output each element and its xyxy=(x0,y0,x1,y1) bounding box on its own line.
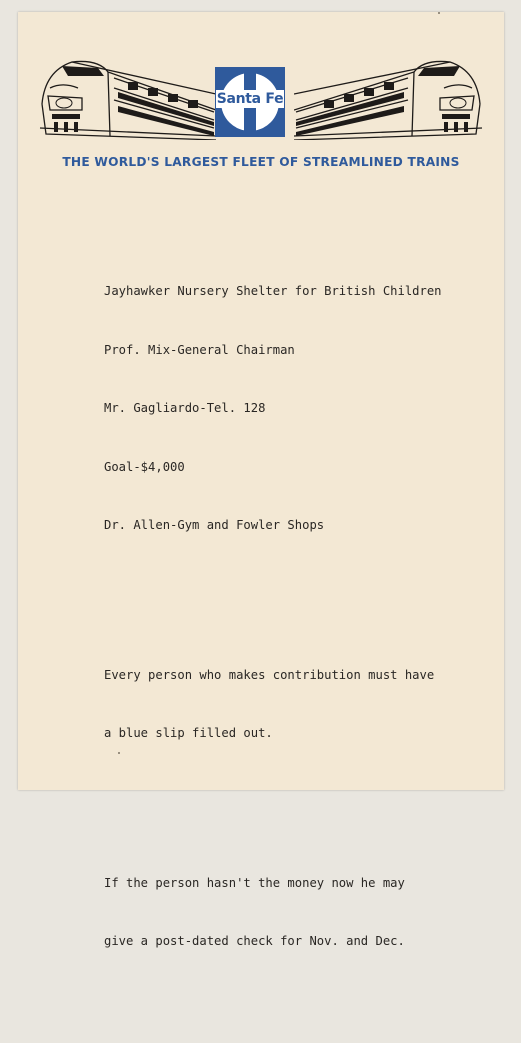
paper-speck xyxy=(438,12,440,14)
text-line: Mr. Gagliardo-Tel. 128 xyxy=(104,401,266,415)
paragraph-blue-slip xyxy=(104,627,442,783)
text-line: Every person who makes contribution must have xyxy=(104,667,435,682)
streamlined-train-right-illustration xyxy=(294,48,484,140)
streamlined-train-left-illustration xyxy=(38,48,216,140)
santa-fe-logo xyxy=(215,67,285,137)
text-line: Prof. Mix-General Chairman xyxy=(104,342,295,357)
typewritten-note xyxy=(104,204,442,1043)
paragraph-campaign-details xyxy=(104,243,442,575)
text-line: Dr. Allen-Gym and Fowler Shops xyxy=(104,518,325,532)
santa-fe-logo-text: Santa Fe xyxy=(216,91,284,107)
text-line: Jayhawker Nursery Shelter for British Children xyxy=(104,284,442,298)
paragraph-post-dated-check xyxy=(104,835,442,991)
letterhead-tagline: THE WORLD'S LARGEST FLEET OF STREAMLINED TRAINS xyxy=(62,155,460,169)
letterhead xyxy=(18,12,504,182)
text-line: Goal-$4,000 xyxy=(104,459,185,474)
text-line: a blue slip filled out. xyxy=(104,726,273,740)
letter-sheet xyxy=(18,12,504,948)
text-line: If the person hasn't the money now he may xyxy=(104,875,405,890)
paper-speck xyxy=(118,752,120,754)
text-line: give a post-dated check for Nov. and Dec. xyxy=(104,934,405,948)
